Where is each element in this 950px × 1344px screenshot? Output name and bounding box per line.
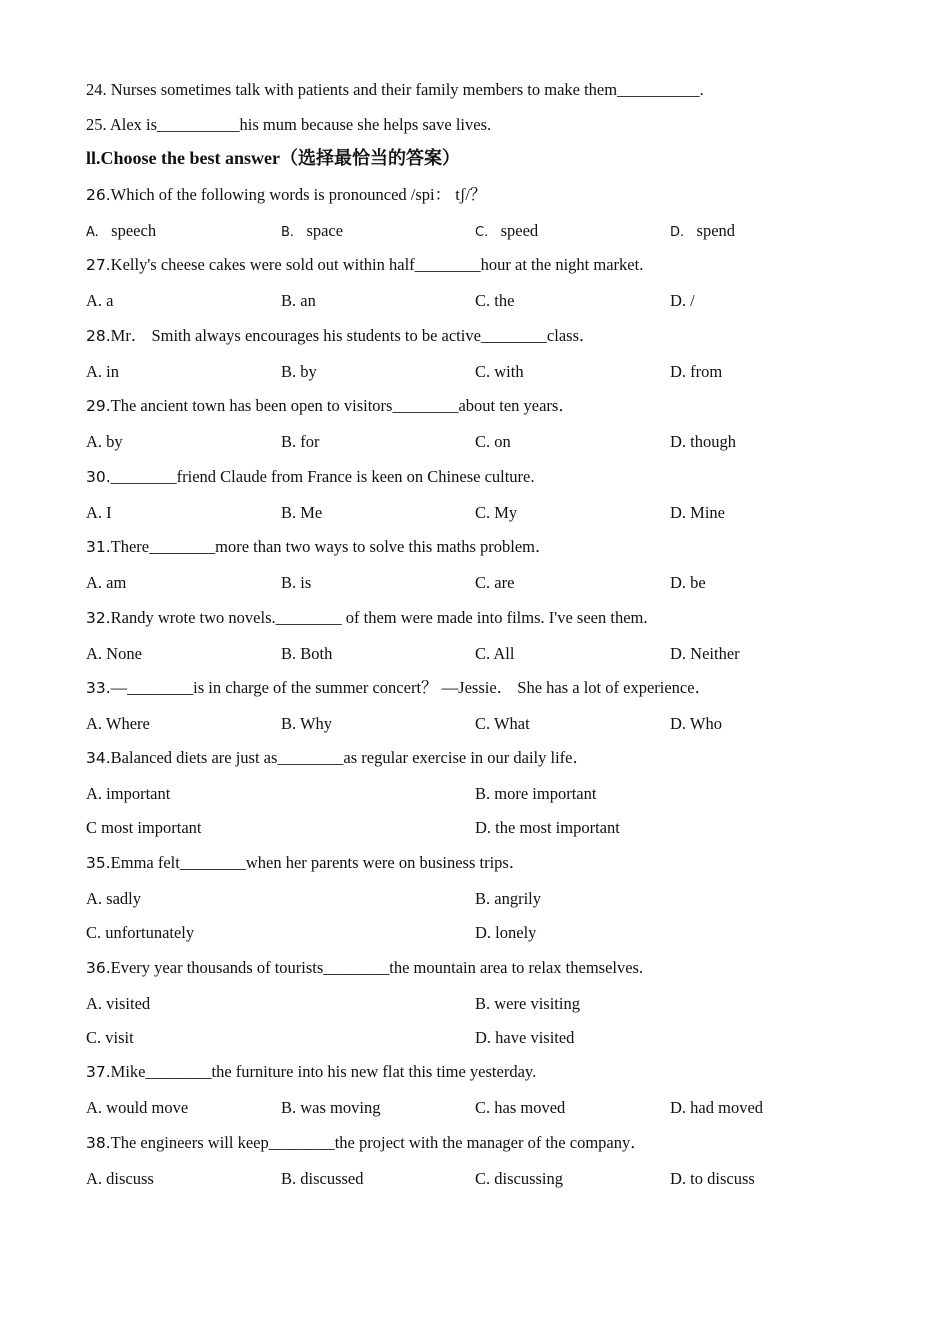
- option-text: spend: [696, 221, 736, 240]
- option-c[interactable]: C. the: [475, 291, 515, 310]
- option-b[interactable]: B. is: [281, 573, 312, 592]
- question-number: 38.: [86, 1134, 111, 1152]
- question-stem: Every year thousands of tourists________the mountain area to relax themselves.: [110, 958, 644, 977]
- question-29: [86, 396, 575, 416]
- option-c[interactable]: C. visit: [86, 1028, 134, 1047]
- option-c[interactable]: C. unfortunately: [86, 923, 195, 942]
- question-number: 30.: [86, 468, 111, 486]
- option-d[interactable]: D. lonely: [475, 923, 537, 942]
- option-c[interactable]: C. discussing: [475, 1169, 564, 1188]
- option-text: speed: [500, 221, 539, 240]
- option-a[interactable]: [86, 221, 156, 243]
- question-number: 37.: [86, 1063, 111, 1081]
- option-b[interactable]: B. were visiting: [475, 994, 580, 1013]
- fill-line-25: 25. Alex is__________his mum because she helps save lives.: [86, 115, 492, 134]
- option-c[interactable]: C. with: [475, 362, 524, 381]
- option-c[interactable]: C. All: [475, 644, 515, 663]
- option-b[interactable]: B. Why: [281, 714, 333, 733]
- question-30: [86, 467, 535, 487]
- question-number: 31.: [86, 538, 111, 556]
- question-stem: There________more than two ways to solve this maths problem．: [110, 537, 552, 556]
- option-a[interactable]: A. in: [86, 362, 119, 381]
- option-b[interactable]: B. Me: [281, 503, 323, 522]
- option-a[interactable]: A. sadly: [86, 889, 141, 908]
- question-32: [86, 608, 647, 628]
- option-d[interactable]: D. Neither: [670, 644, 740, 663]
- question-37: [86, 1062, 536, 1082]
- question-27: [86, 255, 643, 275]
- option-a[interactable]: A. discuss: [86, 1169, 154, 1188]
- question-stem: The engineers will keep________the project with the manager of the company．: [110, 1133, 647, 1152]
- option-d[interactable]: D. Who: [670, 714, 722, 733]
- question-35: [86, 853, 525, 873]
- question-stem: Balanced diets are just as________as regular exercise in our daily life．: [110, 748, 589, 767]
- question-stem: ________friend Claude from France is keen on Chinese culture.: [110, 467, 535, 486]
- option-b[interactable]: B. angrily: [475, 889, 541, 908]
- option-a[interactable]: A. a: [86, 291, 114, 310]
- option-letter: A.: [86, 225, 99, 240]
- option-b[interactable]: B. discussed: [281, 1169, 364, 1188]
- option-a[interactable]: A. I: [86, 503, 112, 522]
- option-letter: B.: [281, 225, 295, 240]
- question-number: 35.: [86, 854, 111, 872]
- option-letter: D.: [670, 225, 685, 240]
- question-26: [86, 185, 486, 205]
- option-c[interactable]: C. has moved: [475, 1098, 566, 1117]
- question-number: 32.: [86, 609, 111, 627]
- option-b[interactable]: B. an: [281, 291, 316, 310]
- question-number: 29.: [86, 397, 111, 415]
- question-number: 34.: [86, 749, 111, 767]
- question-31: [86, 537, 552, 557]
- option-a[interactable]: A. visited: [86, 994, 151, 1013]
- option-b[interactable]: [281, 221, 343, 243]
- option-d[interactable]: D. have visited: [475, 1028, 575, 1047]
- option-d[interactable]: D. Mine: [670, 503, 725, 522]
- option-d[interactable]: D. to discuss: [670, 1169, 755, 1188]
- option-a[interactable]: A. None: [86, 644, 142, 663]
- option-b[interactable]: B. Both: [281, 644, 333, 663]
- option-a[interactable]: A. Where: [86, 714, 150, 733]
- option-c[interactable]: C. My: [475, 503, 518, 522]
- question-number: 27.: [86, 256, 111, 274]
- option-c[interactable]: [475, 221, 538, 243]
- option-a[interactable]: A. would move: [86, 1098, 189, 1117]
- option-a[interactable]: A. important: [86, 784, 171, 803]
- option-letter: C.: [475, 225, 489, 240]
- question-stem: The ancient town has been open to visitors________about ten years．: [110, 396, 575, 415]
- option-b[interactable]: B. by: [281, 362, 317, 381]
- question-stem: Kelly's cheese cakes were sold out within half________hour at the night market.: [110, 255, 644, 274]
- option-d[interactable]: [670, 221, 735, 243]
- option-b[interactable]: B. for: [281, 432, 320, 451]
- option-text: speech: [111, 221, 157, 240]
- option-c[interactable]: C. on: [475, 432, 511, 451]
- option-c[interactable]: C most important: [86, 818, 202, 837]
- question-number: 26.: [86, 186, 111, 204]
- option-d[interactable]: D. be: [670, 573, 706, 592]
- option-b[interactable]: B. was moving: [281, 1098, 381, 1117]
- question-33: [86, 678, 711, 698]
- question-number: 33.: [86, 679, 111, 697]
- option-d[interactable]: D. though: [670, 432, 736, 451]
- question-number: 28.: [86, 327, 111, 345]
- question-36: [86, 958, 643, 978]
- fill-line-24: 24. Nurses sometimes talk with patients and their family members to make them__________.: [86, 80, 704, 99]
- question-28: [86, 326, 596, 346]
- option-d[interactable]: D. had moved: [670, 1098, 764, 1117]
- question-stem: Randy wrote two novels.________ of them were made into films. I've seen them.: [110, 608, 648, 627]
- question-stem: Which of the following words is pronounced /spi： tʃ/？: [110, 185, 487, 204]
- question-stem: Emma felt________when her parents were on business trips．: [110, 853, 526, 872]
- option-b[interactable]: B. more important: [475, 784, 597, 803]
- question-stem: Mike________the furniture into his new flat this time yesterday.: [110, 1062, 537, 1081]
- option-c[interactable]: C. are: [475, 573, 515, 592]
- question-stem: Mr． Smith always encourages his students to be active________class．: [110, 326, 596, 345]
- section-heading: ll.Choose the best answer（选择最恰当的答案）: [86, 148, 460, 168]
- option-d[interactable]: D. /: [670, 291, 695, 310]
- question-34: [86, 748, 589, 768]
- option-a[interactable]: A. am: [86, 573, 127, 592]
- option-text: space: [306, 221, 344, 240]
- question-38: [86, 1133, 647, 1153]
- option-d[interactable]: D. the most important: [475, 818, 620, 837]
- question-number: 36.: [86, 959, 111, 977]
- option-d[interactable]: D. from: [670, 362, 723, 381]
- option-a[interactable]: A. by: [86, 432, 123, 451]
- question-stem: —________is in charge of the summer concert？ —Jessie． She has a lot of experience．: [110, 678, 712, 697]
- option-c[interactable]: C. What: [475, 714, 530, 733]
